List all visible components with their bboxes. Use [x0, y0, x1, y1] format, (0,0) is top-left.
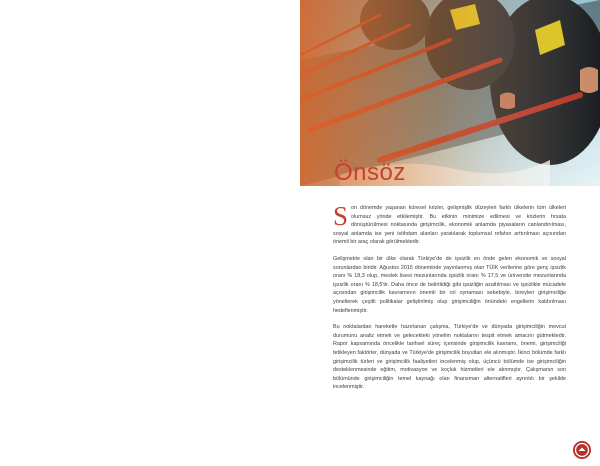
page-title: Önsöz: [334, 159, 406, 186]
body-paragraph-2: Bu noktalardan hareketle hazırlanan çalışma, Türkiye'de ve dünyada girişimciliğin mevcut durumunu analiz etmek ve gelecekteki yönelim noktalarını tespit etmek amacını gütmektedir. Rapor kapsamında öncelikle tarihsel süreç içerisinde girişimcilik kavramı, önemi, girişimciliği tetikleyen faktörler, dünyada ve Türkiye'de girişimcilik boyutları ele alınmıştır. İkinci bölümde farklı girişimcilik türleri ve girişimcilik faaliyetleri incelenmiş olup, üçüncü bölümde ise girişimciliğin desteklenmesinde eğitim, motivasyon ve koçluk hizmetleri ele alınmıştır. Çalışmanın son bölümünde girişimciliğin temel kaynağı olan finansman alternatifleri ayrıntılı bir şekilde incelenmiştir.: [333, 324, 566, 391]
intro-text: on dönemde yaşanan küresel krizler, gelişmişlik düzeyleri farklı ülkelerin tüm ülkeleri olumsuz yönde etkilemiştir. Bu etkinin minimize edilmesi ve krizlerin fırsata dönüştürülmesi noktasında girişimcilik, ekonomik anlamda piyasaların canlandırılması, sosyal anlamda ise yeni istihdam alanları yaratılarak toplumsal refahın arttırılması açısından önemli bir araç olarak görülmektedir.: [333, 205, 566, 246]
intro-paragraph: [333, 201, 566, 247]
preface-body: [333, 201, 566, 400]
home-up-icon[interactable]: [573, 441, 591, 459]
drop-cap: S: [333, 201, 349, 231]
home-up-icon-shape: [573, 441, 591, 459]
body-paragraph-1: Gelişmekte olan bir ülke olarak Türkiye'de de işsizlik en önde gelen ekonomik ve sosyal sorunlardan biridir. Ağustos 2015 döneminde yayınlanmış olan TÜİK verilerine göre genç işsizlik oranı % 18,3 olup, meslek lisesi mezunlarında işsizlik oranı % 17,5 ve üniversite mezunlarında işsizlik oranı % 18,5'tir. Daha önce de belirtildiği gibi işsizliğin azaltılması ve işsizlikle mücadele açısından girişimcilik kavramının önemli bir rol oynaması sebebiyle, bireyleri girişimciliğe yönelterek çeşitli politikalar geliştirilmiş olup girişimciliğin önündeki engellerin kaldırılması hedeflenmiştir.: [333, 255, 566, 314]
